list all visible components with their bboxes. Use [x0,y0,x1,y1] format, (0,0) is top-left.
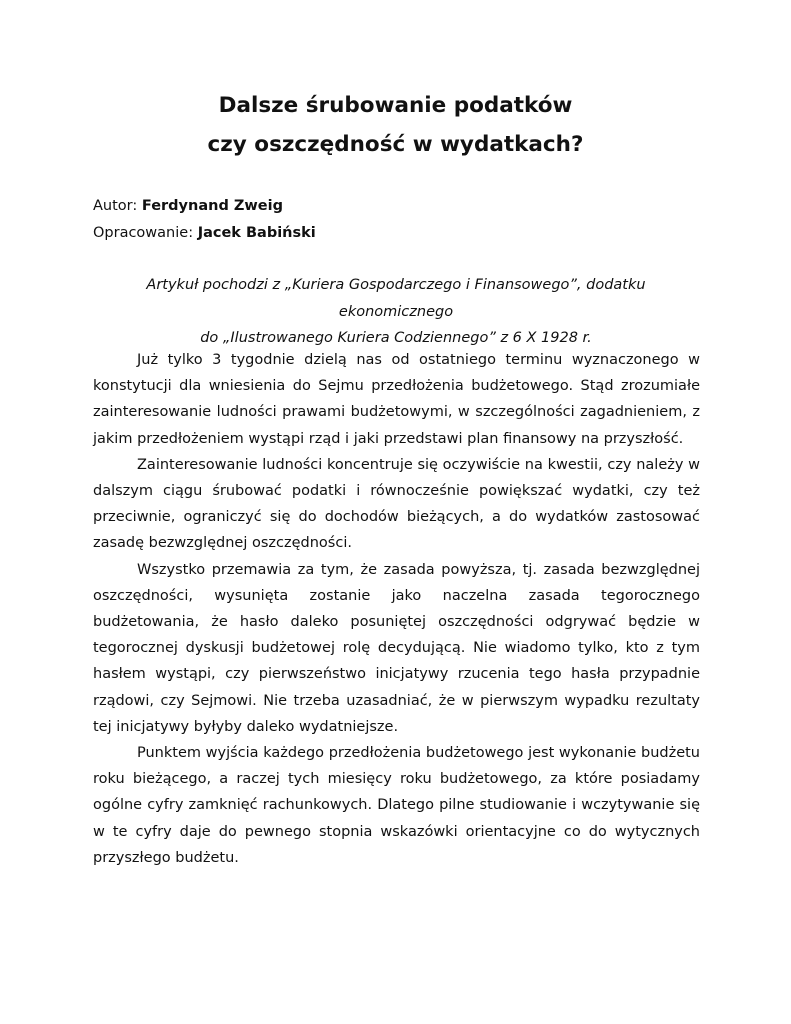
source-note-line-2: do „Ilustrowanego Kuriera Codziennego” z 6 X 1928 r. [200,330,592,346]
editor-label: Opracowanie: [93,225,194,241]
source-note-line-1: Artykuł pochodzi z „Kuriera Gospodarczego i Finansowego”, dodatku ekonomicznego [146,277,646,320]
author-line [93,194,283,218]
article-body [93,347,700,871]
paragraph: Zainteresowanie ludności koncentruje się oczywiście na kwestii, czy należy w dalszym ciągu śrubować podatki i równocześnie powiększać wydatki, czy też przeciwnie, ograniczyć się do dochodów bieżących, a do wydatków zastosować zasadę bezwzględnej oszczędności. [93,456,700,552]
title-line-2: czy oszczędność w wydatkach? [207,132,584,157]
editor-line [93,221,316,245]
author-name: Ferdynand Zweig [141,198,283,214]
source-note [90,272,702,352]
paragraph: Już tylko 3 tygodnie dzielą nas od ostatniego terminu wyznaczonego w konstytucji dla wniesienia do Sejmu przedłożenia budżetowego. Stąd zrozumiałe zainteresowanie ludności prawami budżetowymi, w szczególności zagadnieniem, z jakim przedłożeniem wystąpi rząd i jaki przedstawi plan finansowy na przyszłość. [93,352,700,447]
paragraph: Punktem wyjścia każdego przedłożenia budżetowego jest wykonanie budżetu roku bieżącego, a raczej tych miesięcy roku budżetowego, za które posiadamy ogólne cyfry zamknięć rachunkowych. Dlatego pilne studiowanie i wczytywanie się w te cyfry daje do pewnego stopnia wskazówki orientacyjne co do wytycznych przyszłego budżetu. [93,745,700,866]
author-label: Autor: [93,198,138,214]
title-line-1: Dalsze śrubowanie podatków [218,93,573,118]
paragraph: Wszystko przemawia za tym, że zasada powyższa, tj. zasada bezwzględnej oszczędności, wysunięta zostanie jako naczelna zasada tegorocznego budżetowania, że hasło daleko posuniętej oszczędności odgrywać będzie w tegorocznej dyskusji budżetowej rolę decydującą. Nie wiadomo tylko, kto z tym hasłem wystąpi, czy pierwszeństwo inicjatywy rzucenia tego hasła przypadnie rządowi, czy Sejmowi. Nie trzeba uzasadniać, że w pierwszym wypadku rezultaty tej inicjatywy byłyby daleko wydatniejsze. [93,561,700,735]
editor-name: Jacek Babiński [197,225,316,241]
